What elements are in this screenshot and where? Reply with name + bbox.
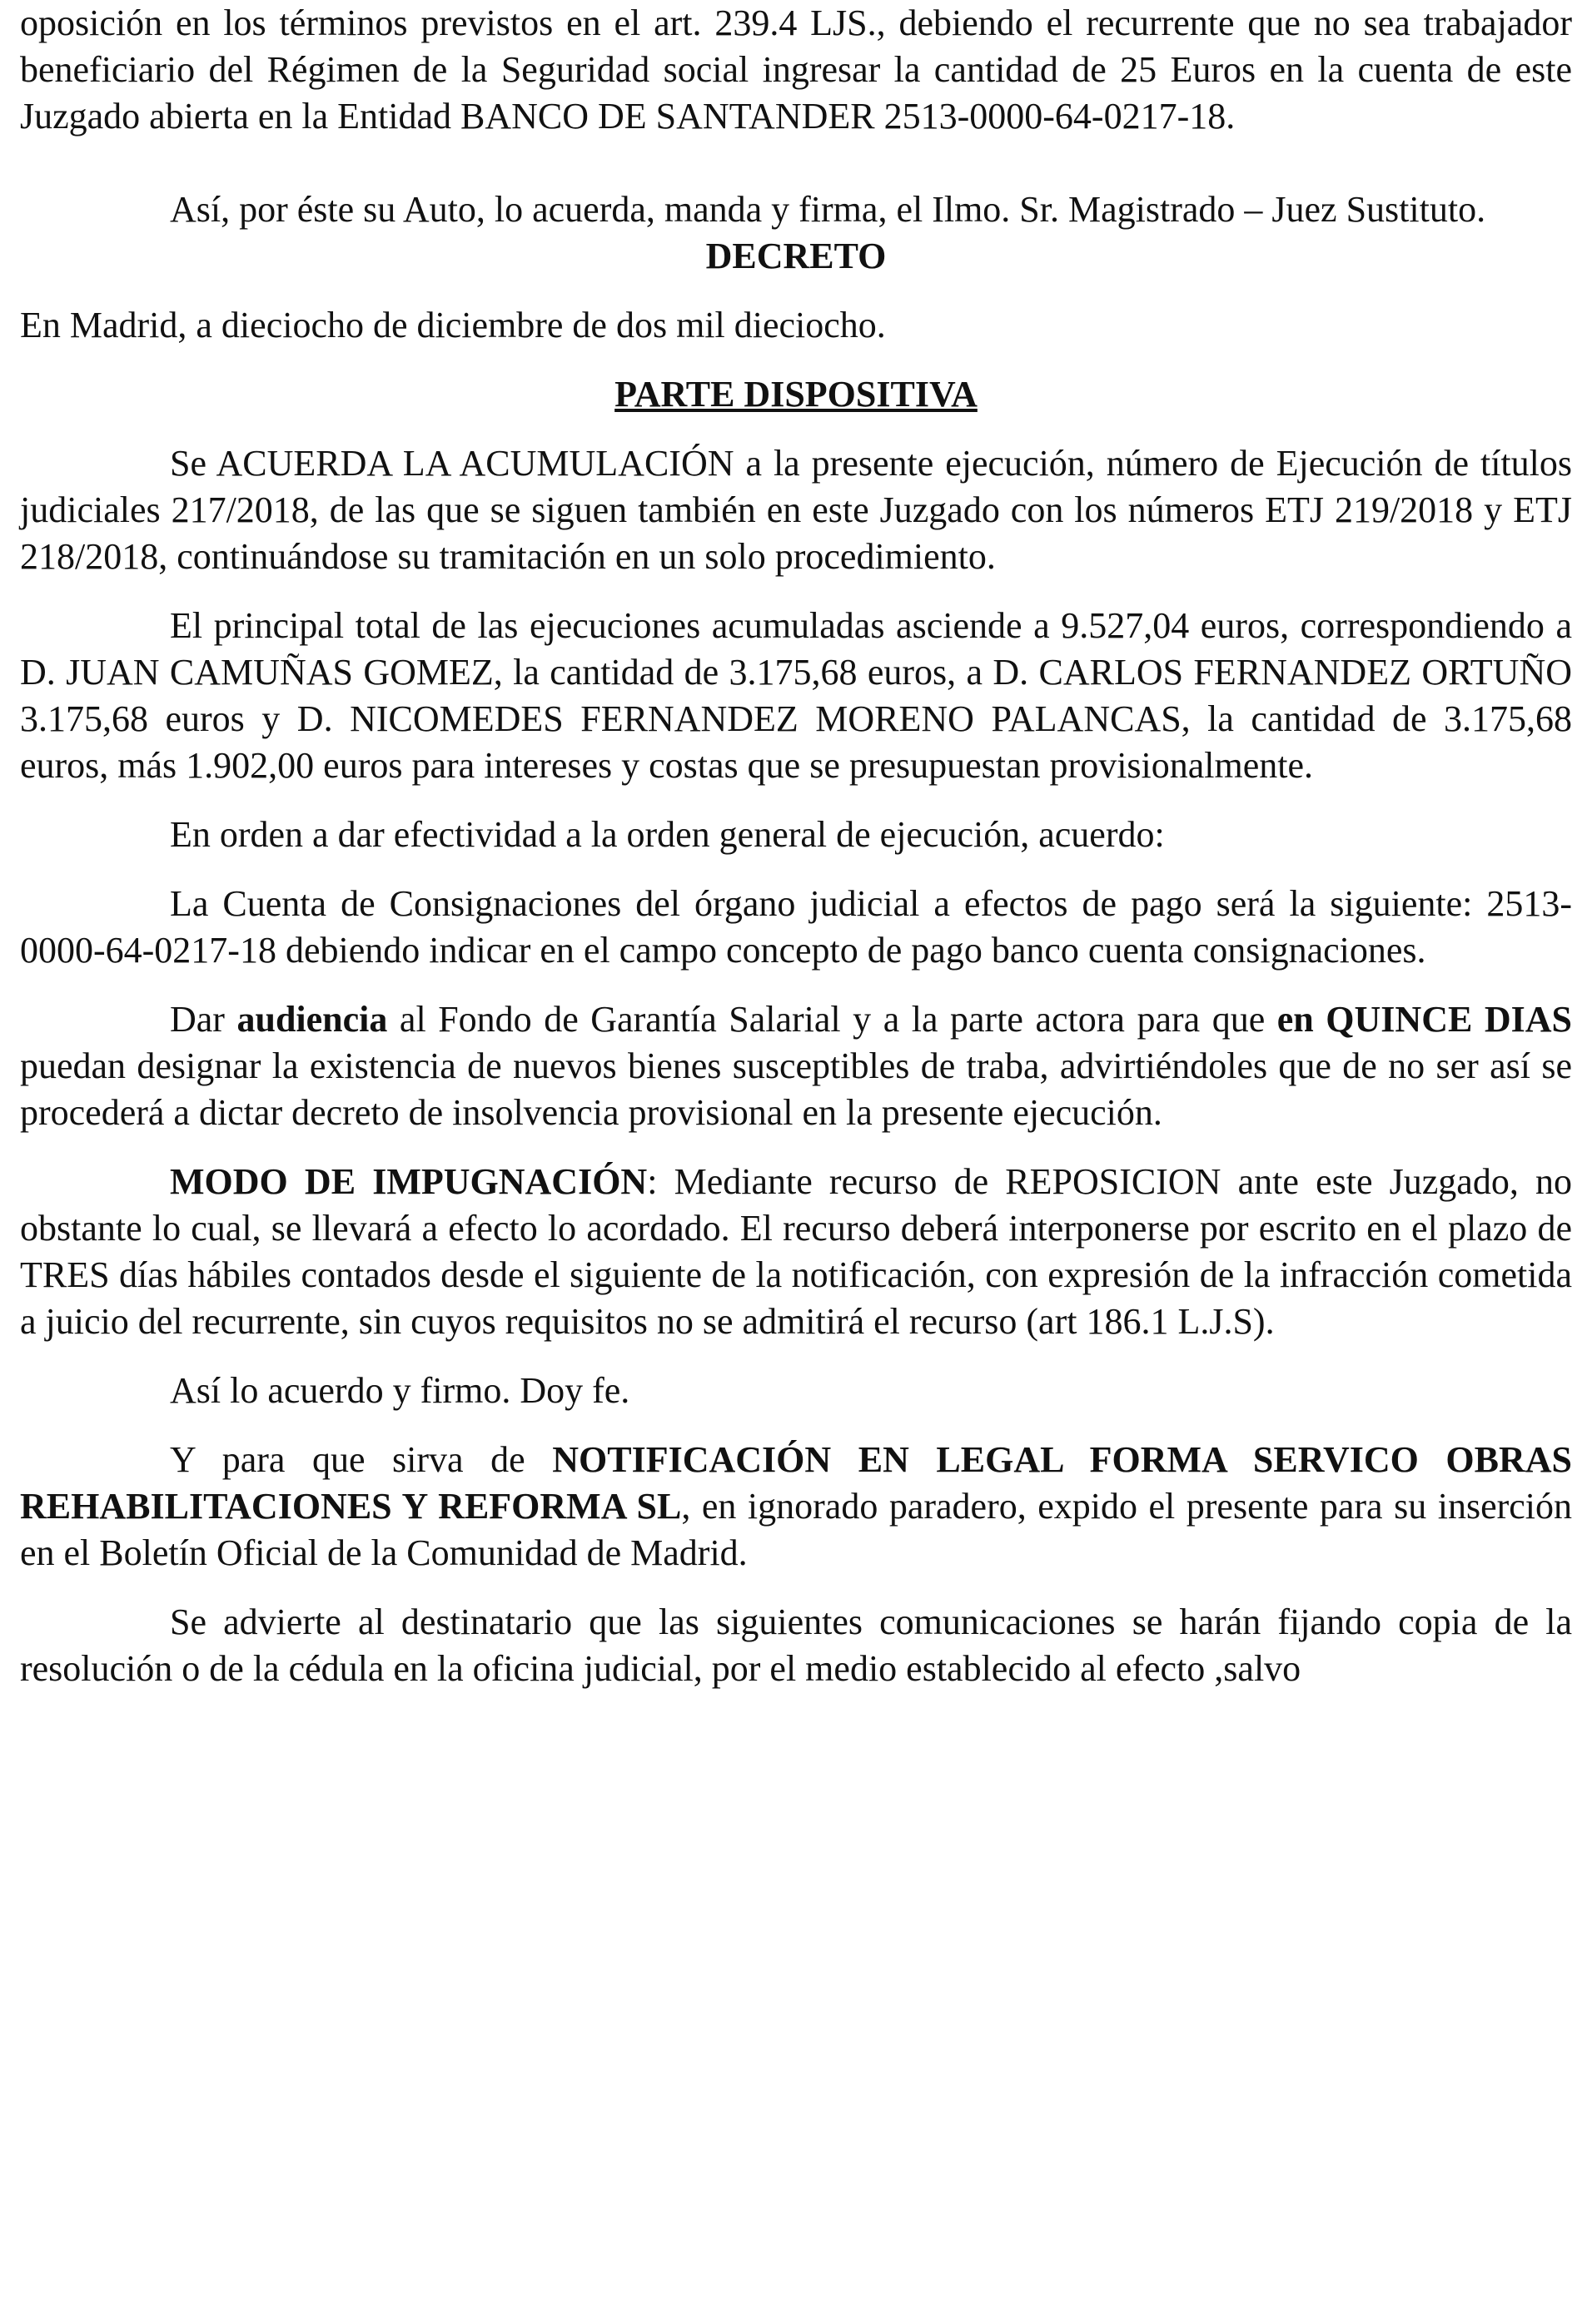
paragraph-oposicion: oposición en los términos previstos en el art. 239.4 LJS., debiendo el recurrente que no sea trabajador beneficiario del Régimen de la Seguridad social ingresar la cantidad de 25 Euros en la cuenta de este Juzgado abierta en la Entidad BANCO DE SANTANDER 2513-0000-64-0217-18. <box>20 2 1572 137</box>
paragraph-principal-total: El principal total de las ejecuciones acumuladas asciende a 9.527,04 euros, correspondiendo a D. JUAN CAMUÑAS GOMEZ, la cantidad de 3.175,68 euros, a D. CARLOS FERNANDEZ ORTUÑO 3.175,68 euros y D. NICOMEDES FERNANDEZ MORENO PALANCAS, la cantidad de 3.175,68 euros, más 1.902,00 euros para intereses y costas que se presupuestan provisionalmente. <box>20 605 1572 786</box>
heading-parte-dispositiva <box>20 371 1572 418</box>
paragraph-cuenta-consignaciones: La Cuenta de Consignaciones del órgano judicial a efectos de pago será la siguiente: 2513-0000-64-0217-18 debiendo indicar en el campo concepto de pago banco cuenta consignaciones. <box>20 883 1572 971</box>
paragraph-doy-fe: Así lo acuerdo y firmo. Doy fe. <box>170 1370 630 1411</box>
paragraph-orden-ejecucion: En orden a dar efectividad a la orden general de ejecución, acuerdo: <box>170 814 1165 855</box>
paragraph-fecha: En Madrid, a dieciocho de diciembre de dos mil dieciocho. <box>20 305 886 345</box>
modo-impugnacion-heading: MODO DE IMPUGNACIÓN <box>170 1161 648 1202</box>
paragraph-audiencia <box>20 996 1572 1136</box>
notificacion-legal-forma: NOTIFICACIÓN EN LEGAL FORMA SERVICO OBRAS REHABILITACIONES Y REFORMA SL <box>20 1439 1572 1527</box>
notificacion-text-c: , en ignorado paradero, expido el presente para su inserción en el Boletín Oficial de la Comunidad de Madrid. <box>20 1486 1572 1573</box>
notificacion-text-a: Y para que sirva de <box>170 1439 553 1480</box>
heading-decreto: DECRETO <box>705 236 887 276</box>
audiencia-text-c: al Fondo de Garantía Salarial y a la parte actora para que <box>387 999 1277 1040</box>
heading-parte-dispositiva-text: PARTE DISPOSITIVA <box>614 374 978 415</box>
paragraph-advertencia: Se advierte al destinatario que las siguientes comunicaciones se harán fijando copia de la resolución o de la cédula en la oficina judicial, por el medio establecido al efecto ,salvo <box>20 1601 1572 1689</box>
audiencia-text-a: Dar <box>170 999 237 1040</box>
paragraph-auto-firma: Así, por éste su Auto, lo acuerda, manda y firma, el Ilmo. Sr. Magistrado – Juez Sustituto. <box>170 189 1486 230</box>
modo-impugnacion-text: : Mediante recurso de REPOSICION ante este Juzgado, no obstante lo cual, se llevará a efecto lo acordado. El recurso deberá interponerse por escrito en el plazo de TRES días hábiles contados desde el siguiente de la notificación, con expresión de la infracción cometida a juicio del recurrente, sin cuyos requisitos no se admitirá el recurso (art 186.1 L.J.S). <box>20 1161 1572 1342</box>
paragraph-modo-impugnacion <box>20 1159 1572 1345</box>
audiencia-text-e: puedan designar la existencia de nuevos bienes susceptibles de traba, advirtiéndoles que de no ser así se procederá a dictar decreto de insolvencia provisional en la presente ejecución. <box>20 1045 1572 1133</box>
paragraph-acumulacion: Se ACUERDA LA ACUMULACIÓN a la presente ejecución, número de Ejecución de títulos judiciales 217/2018, de las que se siguen también en este Juzgado con los números ETJ 219/2018 y ETJ 218/2018, continuándose su tramitación en un solo procedimiento. <box>20 443 1572 577</box>
paragraph-notificacion <box>20 1437 1572 1577</box>
audiencia-text-bold: audiencia <box>236 999 388 1040</box>
quince-dias-text: en QUINCE DIAS <box>1276 999 1572 1040</box>
